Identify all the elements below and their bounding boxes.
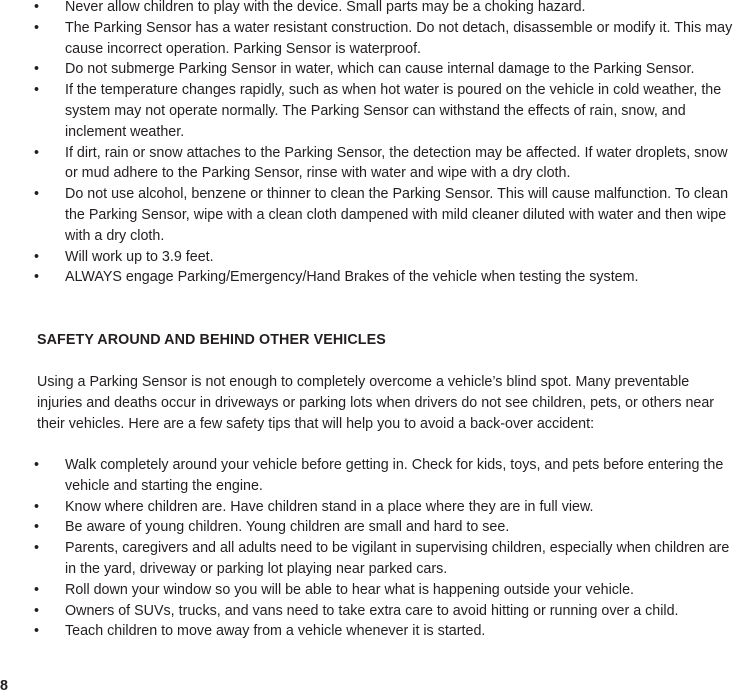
list-item-text: If the temperature changes rapidly, such as when hot water is poured on the vehicle in cold weather, the system may not operate normally. The Parking Sensor can withstand the effects of rain, snow, and inclement weather. xyxy=(65,82,722,140)
list-item-text: Walk completely around your vehicle before getting in. Check for kids, toys, and pets before entering the vehicle and starting the engine. xyxy=(65,457,724,494)
list-item-text: Parents, caregivers and all adults need to be vigilant in supervising children, especially when children are in the yard, driveway or parking lot playing near parked cars. xyxy=(65,540,730,577)
list-item xyxy=(0,517,737,538)
list-item xyxy=(0,267,737,288)
bullet-icon: • xyxy=(34,61,40,78)
list-item xyxy=(0,601,737,622)
list-item-text: Will work up to 3.9 feet. xyxy=(65,248,214,265)
bullet-icon: • xyxy=(34,19,40,36)
bullet-icon: • xyxy=(34,519,40,536)
list-item xyxy=(0,455,737,497)
list-item-text: Never allow children to play with the device. Small parts may be a choking hazard. xyxy=(65,0,586,15)
list-item-text: The Parking Sensor has a water resistant construction. Do not detach, disassemble or modify it. This may cause incorrect operation. Parking Sensor is waterproof. xyxy=(65,19,733,57)
list-item xyxy=(0,0,737,18)
bullet-icon: • xyxy=(34,602,40,619)
page-number: 8 xyxy=(0,678,8,694)
bullet-icon: • xyxy=(34,248,40,265)
list-item xyxy=(0,59,737,80)
bullet-icon: • xyxy=(34,0,40,15)
bullet-icon: • xyxy=(34,498,40,515)
list-item-text: Know where children are. Have children stand in a place where they are in full view. xyxy=(65,498,594,515)
section-intro-paragraph: Using a Parking Sensor is not enough to completely overcome a vehicle’s blind spot. Many preventable injuries and deaths occur in driveways or parking lots when drivers do not see children, pets, or others near their vehicles. Here are a few safety tips that will help you to avoid a back-over accident: xyxy=(37,374,715,432)
bullet-icon: • xyxy=(34,269,40,286)
list-item-text: Do not use alcohol, benzene or thinner to clean the Parking Sensor. This will cause malfunction. To clean the Parking Sensor, wipe with a clean cloth dampened with mild cleaner diluted with water and then wipe with a dry cloth. xyxy=(65,186,729,244)
list-item-text: Roll down your window so you will be able to hear what is happening outside your vehicle. xyxy=(65,581,635,598)
bullet-icon: • xyxy=(34,82,40,99)
bullet-icon: • xyxy=(34,540,40,557)
bullet-icon: • xyxy=(34,457,40,473)
vehicle-safety-tips-list xyxy=(0,455,737,642)
list-item xyxy=(0,538,737,580)
list-item xyxy=(0,497,737,518)
bullet-icon: • xyxy=(34,186,40,203)
list-item-text: Owners of SUVs, trucks, and vans need to take extra care to avoid hitting or running over a child. xyxy=(65,602,679,619)
list-item-text: Be aware of young children. Young children are small and hard to see. xyxy=(65,519,510,536)
list-item xyxy=(0,247,737,268)
list-item-text: Teach children to move away from a vehicle whenever it is started. xyxy=(65,623,486,640)
bullet-icon: • xyxy=(34,623,40,640)
list-item xyxy=(0,18,737,60)
list-item-text: If dirt, rain or snow attaches to the Parking Sensor, the detection may be affected. If water droplets, snow or mud adhere to the Parking Sensor, rinse with water and wipe with a dry cloth. xyxy=(65,144,728,182)
list-item xyxy=(0,621,737,642)
list-item-text: ALWAYS engage Parking/Emergency/Hand Brakes of the vehicle when testing the system. xyxy=(65,269,639,286)
bullet-icon: • xyxy=(34,144,40,161)
list-item-text: Do not submerge Parking Sensor in water, which can cause internal damage to the Parking Sensor. xyxy=(65,61,695,78)
list-item xyxy=(0,580,737,601)
list-item xyxy=(0,80,737,142)
section-heading: SAFETY AROUND AND BEHIND OTHER VEHICLES xyxy=(37,332,386,348)
safety-bullet-list xyxy=(0,0,737,288)
list-item xyxy=(0,184,737,246)
bullet-icon: • xyxy=(34,581,40,598)
list-item xyxy=(0,143,737,185)
